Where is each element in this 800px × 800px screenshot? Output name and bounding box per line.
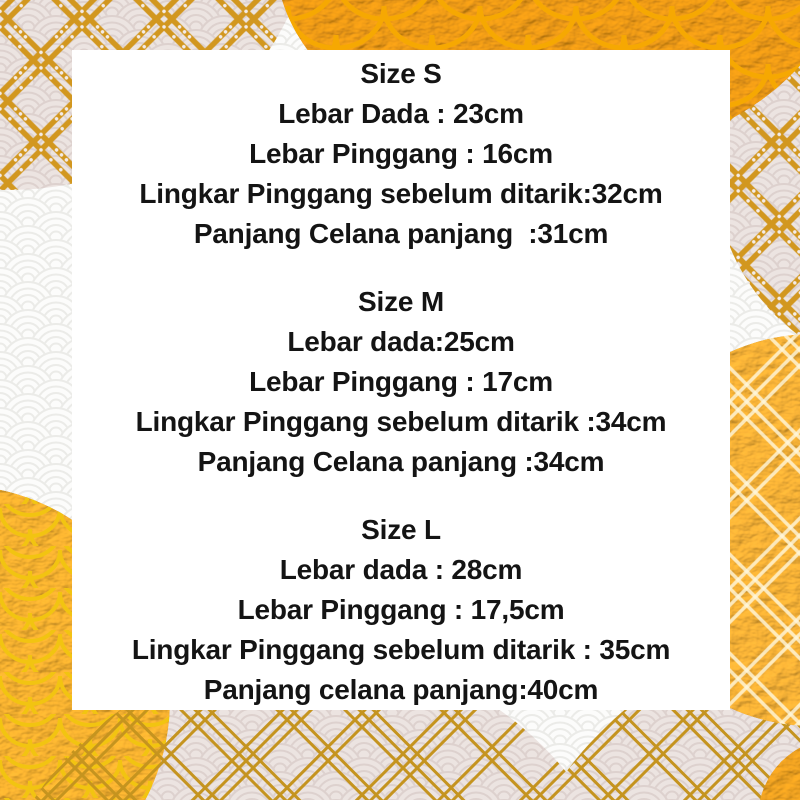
spec-line: Panjang celana panjang:40cm [203,674,599,705]
spec-line: Lebar Pinggang : 16cm [249,138,553,169]
spec-line: Lingkar Pinggang sebelum ditarik :34cm [135,406,667,437]
spec-line: Lingkar Pinggang sebelum ditarik:32cm [139,178,663,209]
size-title: Size L [361,514,441,545]
size-section-l [72,510,730,710]
size-section-s [72,54,730,254]
size-title: Size S [360,58,442,89]
spec-line: Lebar Pinggang : 17cm [249,366,553,397]
size-title: Size M [358,286,444,317]
size-section-m [72,282,730,482]
spec-line: Lebar dada:25cm [287,326,515,357]
spec-line: Lebar Pinggang : 17,5cm [237,594,565,625]
spec-line: Panjang Celana panjang :34cm [197,446,605,477]
spec-line: Lingkar Pinggang sebelum ditarik : 35cm [131,634,671,665]
size-chart-panel [72,50,730,710]
spec-line: Lebar Dada : 23cm [278,98,524,129]
spec-line: Panjang Celana panjang :31cm [193,218,609,249]
spec-line: Lebar dada : 28cm [279,554,523,585]
